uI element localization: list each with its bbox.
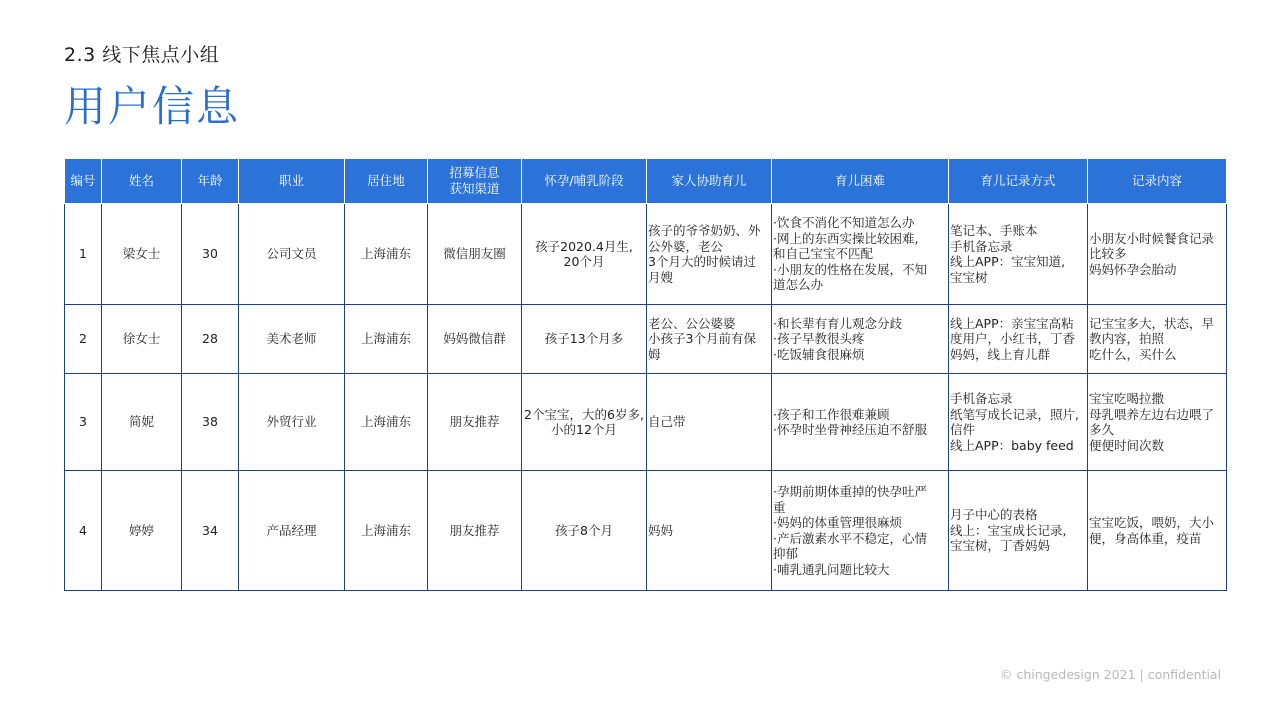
cell-age: 28 xyxy=(182,305,239,374)
cell-family: 自己带 xyxy=(647,374,772,471)
cell-stage: 孩子13个月多 xyxy=(522,305,647,374)
cell-difficulty: ·孩子和工作很难兼顾 ·怀孕时坐骨神经压迫不舒服 xyxy=(772,374,949,471)
table-body xyxy=(65,204,1227,591)
header-col-record-content: 记录内容 xyxy=(1088,159,1227,204)
cell-family: 老公、公公婆婆 小孩子3个月前有保 姆 xyxy=(647,305,772,374)
table-header-row xyxy=(65,159,1227,204)
cell-record-content: 记宝宝多大，状态，早 教内容，拍照 吃什么，买什么 xyxy=(1088,305,1227,374)
cell-age: 38 xyxy=(182,374,239,471)
cell-age: 30 xyxy=(182,204,239,305)
cell-stage: 孩子8个月 xyxy=(522,471,647,591)
user-info-table xyxy=(64,158,1227,591)
cell-stage: 2个宝宝，大的6岁多, 小的12个月 xyxy=(522,374,647,471)
cell-record-content: 宝宝吃喝拉撒 母乳喂养左边右边喂了 多久 便便时间次数 xyxy=(1088,374,1227,471)
cell-job: 外贸行业 xyxy=(239,374,345,471)
cell-record-method: 线上APP：亲宝宝高粘 度用户，小红书，丁香 妈妈，线上育儿群 xyxy=(949,305,1088,374)
header-col-age: 年龄 xyxy=(182,159,239,204)
cell-channel: 微信朋友圈 xyxy=(428,204,522,305)
cell-residence: 上海浦东 xyxy=(345,305,428,374)
cell-id: 1 xyxy=(65,204,102,305)
cell-record-content: 小朋友小时候餐食记录 比较多 妈妈怀孕会胎动 xyxy=(1088,204,1227,305)
header-col-family: 家人协助育儿 xyxy=(647,159,772,204)
header-col-channel: 招募信息 获知渠道 xyxy=(428,159,522,204)
cell-job: 公司文员 xyxy=(239,204,345,305)
cell-record-method: 笔记本、手账本 手机备忘录 线上APP：宝宝知道, 宝宝树 xyxy=(949,204,1088,305)
cell-record-content: 宝宝吃饭，喂奶，大小 便，身高体重，疫苗 xyxy=(1088,471,1227,591)
cell-name: 简妮 xyxy=(102,374,182,471)
cell-record-method: 手机备忘录 纸笔写成长记录，照片, 信件 线上APP：baby feed xyxy=(949,374,1088,471)
cell-difficulty: ·和长辈有育儿观念分歧 ·孩子早教很头疼 ·吃饭辅食很麻烦 xyxy=(772,305,949,374)
header-col-id: 编号 xyxy=(65,159,102,204)
cell-name: 梁女士 xyxy=(102,204,182,305)
cell-channel: 朋友推荐 xyxy=(428,471,522,591)
cell-difficulty: ·饮食不消化不知道怎么办 ·网上的东西实操比较困难, 和自己宝宝不匹配 ·小朋友的性格在发展，不知 道怎么办 xyxy=(772,204,949,305)
header-col-record-method: 育儿记录方式 xyxy=(949,159,1088,204)
cell-id: 3 xyxy=(65,374,102,471)
header-col-stage: 怀孕/哺乳阶段 xyxy=(522,159,647,204)
cell-job: 产品经理 xyxy=(239,471,345,591)
cell-residence: 上海浦东 xyxy=(345,471,428,591)
header-col-difficulty: 育儿困难 xyxy=(772,159,949,204)
cell-age: 34 xyxy=(182,471,239,591)
cell-stage: 孩子2020.4月生, 20个月 xyxy=(522,204,647,305)
table-row xyxy=(65,305,1227,374)
cell-residence: 上海浦东 xyxy=(345,374,428,471)
table-row xyxy=(65,204,1227,305)
cell-id: 4 xyxy=(65,471,102,591)
cell-channel: 妈妈微信群 xyxy=(428,305,522,374)
header-col-residence: 居住地 xyxy=(345,159,428,204)
table-row xyxy=(65,471,1227,591)
footer-copyright: © chingedesign 2021 | confidential xyxy=(1000,667,1222,682)
cell-difficulty: ·孕期前期体重掉的快孕吐严 重 ·妈妈的体重管理很麻烦 ·产后激素水平不稳定，心情 抑郁 ·哺乳通乳问题比较大 xyxy=(772,471,949,591)
cell-name: 婷婷 xyxy=(102,471,182,591)
cell-name: 徐女士 xyxy=(102,305,182,374)
cell-family: 孩子的爷爷奶奶、外 公外婆，老公 3个月大的时候请过 月嫂 xyxy=(647,204,772,305)
page-title: 用户信息 xyxy=(64,82,241,131)
header-col-job: 职业 xyxy=(239,159,345,204)
section-label: 2.3 线下焦点小组 xyxy=(64,44,220,66)
cell-family: 妈妈 xyxy=(647,471,772,591)
cell-record-method: 月子中心的表格 线上：宝宝成长记录, 宝宝树，丁香妈妈 xyxy=(949,471,1088,591)
cell-job: 美术老师 xyxy=(239,305,345,374)
cell-channel: 朋友推荐 xyxy=(428,374,522,471)
cell-residence: 上海浦东 xyxy=(345,204,428,305)
cell-id: 2 xyxy=(65,305,102,374)
table-row xyxy=(65,374,1227,471)
header-col-name: 姓名 xyxy=(102,159,182,204)
